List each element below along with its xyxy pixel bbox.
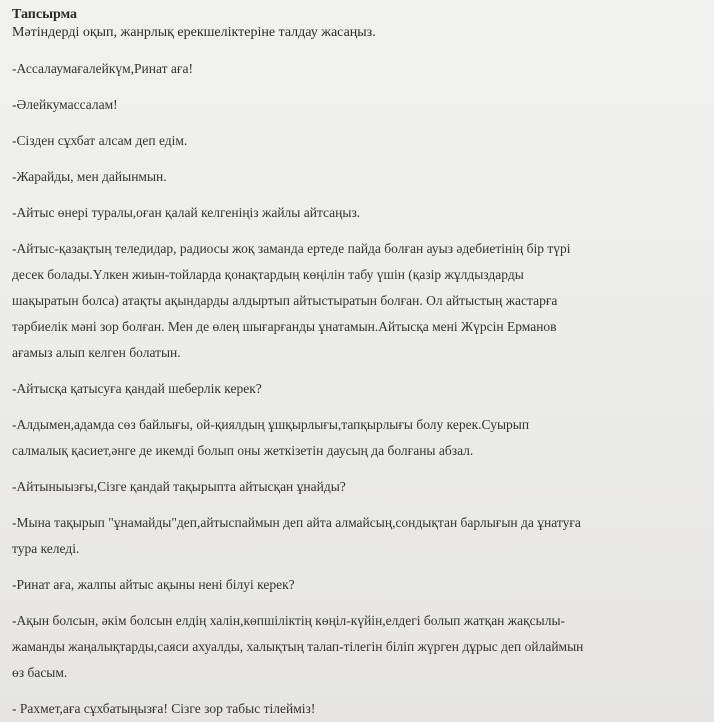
dialogue-line: салмалық қасиет,әнге де икемді болып оны жеткізетін даусың да болғаны абзал. <box>12 443 474 458</box>
dialogue-line: -Ассалаумағалейкүм,Ринат аға! <box>12 61 193 76</box>
task-title: Тапсырма <box>12 7 78 22</box>
dialogue-line: -Айтыс өнері туралы,оған қалай келгеніңіз жайлы айтсаңыз. <box>12 205 361 220</box>
dialogue-line: десек болады.Үлкен жиын-тойларда қонақтардың көңілін табу үшін (қазір жұлдыздарды <box>12 267 524 282</box>
dialogue-line: -Айтысқа қатысуға қандай шеберлік керек? <box>12 381 262 396</box>
dialogue-line: -Сізден сұхбат алсам деп едім. <box>12 133 188 148</box>
dialogue-line: тура келеді. <box>12 541 80 556</box>
interview-dialogue <box>12 56 692 722</box>
dialogue-line: -Айтыс-қазақтың теледидар, радиосы жоқ заманда ертеде пайда болған ауыз әдебиетінің бір түрі <box>12 241 571 256</box>
dialogue-line: өз басым. <box>12 665 68 680</box>
dialogue-line: -Жарайды, мен дайынмын. <box>12 169 167 184</box>
dialogue-line: -Әлейкумассалам! <box>12 97 118 112</box>
task-instruction: Мәтіндерді оқып, жанрлық ерекшеліктеріне талдау жасаңыз. <box>12 25 376 40</box>
dialogue-line: -Алдымен,адамда сөз байлығы, ой-қиялдың ұшқырлығы,тапқырлығы болу керек.Суырып <box>12 417 530 432</box>
dialogue-line: ағамыз алып келген болатын. <box>12 345 181 360</box>
dialogue-line: -Айтыныызғы,Сізге қандай тақырыпта айтысқан ұнайды? <box>12 479 346 494</box>
dialogue-line: шақыратын болса) атақты ақындарды алдыртып айтыстыратын болған. Ол айтыстың жастарға <box>12 293 558 308</box>
dialogue-line: жаманды жаңалықтарды,саяси ахуалды, халықтың талап-тілегін біліп жүрген дұрыс деп ойлаймын <box>12 639 584 654</box>
dialogue-line: - Рахмет,аға сұхбатыңызға! Сізге зор табыс тілейміз! <box>12 701 316 716</box>
dialogue-line: тәрбиелік мәні зор болған. Мен де өлең шығарғанды ұнатамын.Айтысқа мені Жүрсін Ерманов <box>12 319 557 334</box>
dialogue-line: -Ринат аға, жалпы айтыс ақыны нені білуі керек? <box>12 577 295 592</box>
dialogue-line: -Ақын болсын, әкім болсын елдің халін,көпшіліктің көңіл-күйін,елдегі болып жатқан жақсылы- <box>12 613 566 628</box>
dialogue-line: -Мына тақырып "ұнамайды"деп,айтыспаймын деп айта алмайсың,сондықтан барлығын да ұнатуға <box>12 515 581 530</box>
